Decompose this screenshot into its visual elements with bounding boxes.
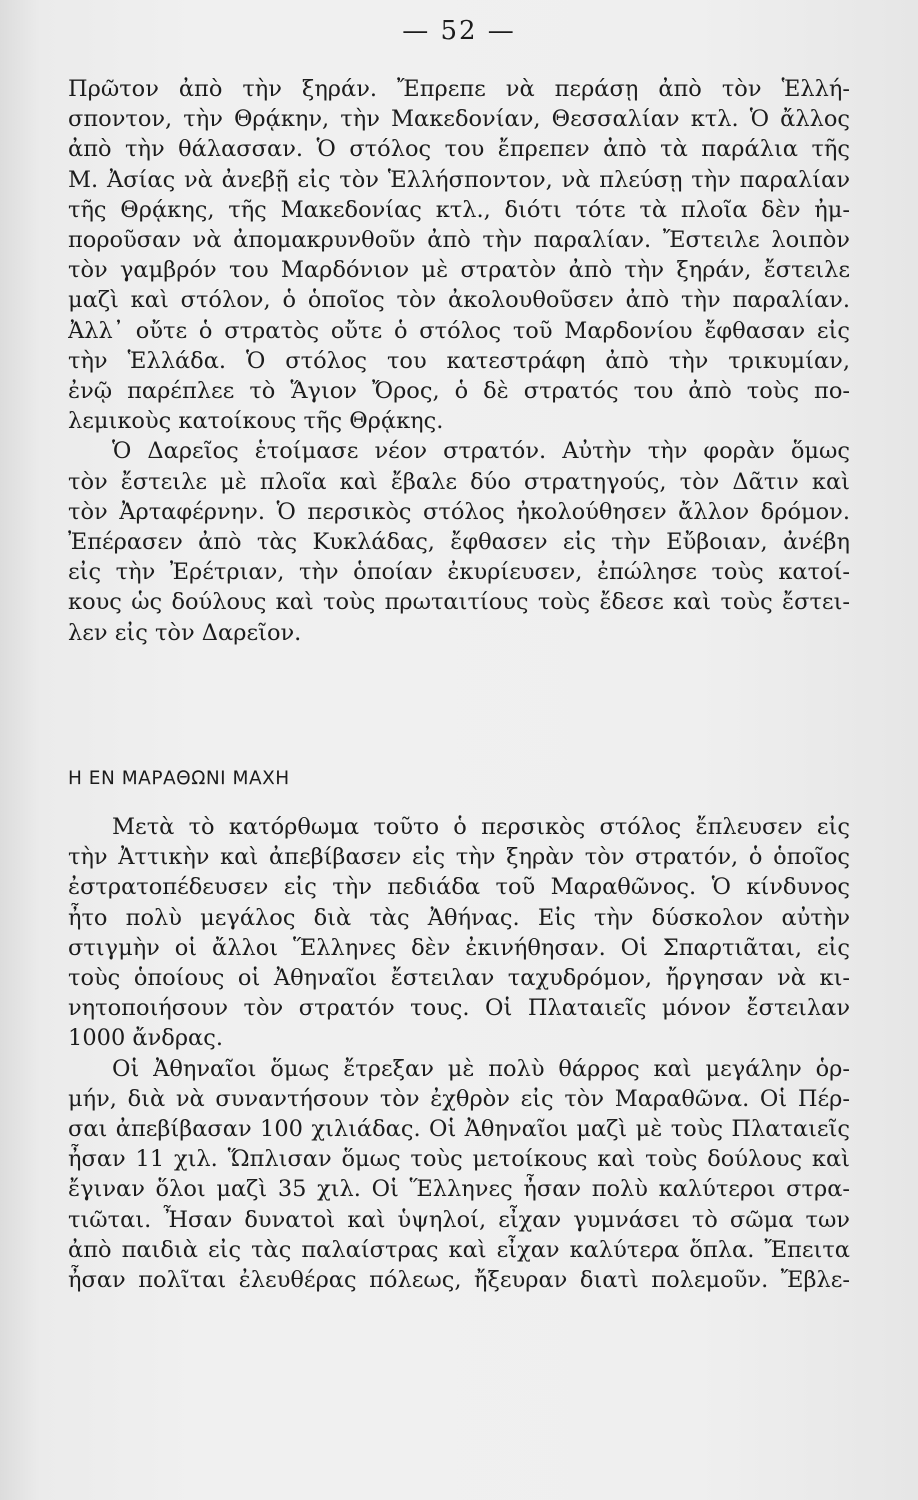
- text-line: ἀπὸ τὴν θάλασσαν. Ὁ στόλος του ἔπρεπεν ἀπὸ τὰ παράλια τῆς: [68, 136, 850, 163]
- text-line: μαζὶ καὶ στόλον, ὁ ὁποῖος τὸν ἀκολουθοῦσεν ἀπὸ τὴν παραλίαν.: [68, 287, 850, 314]
- text-line: σαι ἀπεβίβασαν 100 χιλιάδας. Οἱ Ἀθηναῖοι μαζὶ μὲ τοὺς Πλαταιεῖς: [68, 1116, 850, 1143]
- text-line: ποροῦσαν νὰ ἀπομακρυνθοῦν ἀπὸ τὴν παραλίαν. Ἔστειλε λοιπὸν: [68, 227, 850, 254]
- text-line: Μετὰ τὸ κατόρθωμα τοῦτο ὁ περσικὸς στόλος ἔπλευσεν εἰς: [112, 814, 850, 840]
- text-line: Οἱ Ἀθηναῖοι ὅμως ἔτρεξαν μὲ πολὺ θάρρος καὶ μεγάλην ὁρ-: [112, 1055, 850, 1082]
- text-line: ἐνῷ παρέπλεε τὸ Ἅγιον Ὄρος, ὁ δὲ στρατός του ἀπὸ τοὺς πο-: [68, 378, 850, 405]
- text-line: τὸν Ἀρταφέρνην. Ὁ περσικὸς στόλος ἠκολούθησεν ἄλλον δρόμον.: [68, 498, 850, 525]
- text-line: τὸν ἔστειλε μὲ πλοῖα καὶ ἔβαλε δύο στρατηγούς, τὸν Δᾶτιν καὶ: [68, 468, 850, 495]
- page-number: — 52 —: [402, 16, 516, 46]
- paragraph: [68, 812, 850, 1054]
- paragraph: [68, 436, 850, 647]
- text-line: τιῶται. Ἦσαν δυνατοὶ καὶ ὑψηλοί, εἶχαν γυμνάσει τὸ σῶμα των: [68, 1206, 850, 1233]
- text-line: ἦτο πολὺ μεγάλος διὰ τὰς Ἀθήνας. Εἰς τὴν δύσκολον αὐτὴν: [68, 904, 850, 931]
- text-line: κους ὡς δούλους καὶ τοὺς πρωταιτίους τοὺς ἔδεσε καὶ τοὺς ἔστει-: [68, 589, 850, 616]
- text-line: μήν, διὰ νὰ συναντήσουν τὸν ἐχθρὸν εἰς τὸν Μαραθῶνα. Οἱ Πέρ-: [68, 1085, 850, 1112]
- text-line: στιγμὴν οἱ ἄλλοι Ἕλληνες δὲν ἐκινήθησαν. Οἱ Σπαρτιᾶται, εἰς: [68, 934, 850, 961]
- text-line: ἦσαν 11 χιλ. Ὥπλισαν ὅμως τοὺς μετοίκους καὶ τοὺς δούλους καὶ: [68, 1146, 850, 1173]
- text-line: τοὺς ὁποίους οἱ Ἀθηναῖοι ἔστειλαν ταχυδρόμον, ἤργησαν νὰ κι-: [68, 965, 850, 992]
- text-block-before-heading: [68, 74, 850, 648]
- text-line: Ἐπέρασεν ἀπὸ τὰς Κυκλάδας, ἔφθασεν εἰς τὴν Εὔβοιαν, ἀνέβη: [68, 529, 850, 556]
- text-line: 1000 ἄνδρας.: [68, 1025, 224, 1052]
- text-line: τὸν γαμβρόν του Μαρδόνιον μὲ στρατὸν ἀπὸ τὴν ξηράν, ἔστειλε: [68, 257, 850, 284]
- text-line: λεν εἰς τὸν Δαρεῖον.: [68, 619, 302, 646]
- text-line: Ἀλλ᾽ οὔτε ὁ στρατὸς οὔτε ὁ στόλος τοῦ Μαρδονίου ἔφθασαν εἰς: [68, 317, 850, 344]
- text-line: λεμικοὺς κατοίκους τῆς Θρᾴκης.: [68, 408, 444, 435]
- text-line: Ὁ Δαρεῖος ἑτοίμασε νέον στρατόν. Αὐτὴν τὴν φορὰν ὅμως: [112, 438, 850, 465]
- text-line: τὴν Ἀττικὴν καὶ ἀπεβίβασεν εἰς τὴν ξηρὰν τὸν στρατόν, ὁ ὁποῖος: [68, 844, 850, 871]
- paragraph: [68, 74, 850, 436]
- text-line: τὴν Ἑλλάδα. Ὁ στόλος του κατεστράφη ἀπὸ τὴν τρικυμίαν,: [68, 347, 850, 374]
- text-line: νητοποιήσουν τὸν στρατόν τους. Οἱ Πλαταιεῖς μόνον ἔστειλαν: [68, 995, 850, 1022]
- text-line: ἀπὸ παιδιὰ εἰς τὰς παλαίστρας καὶ εἶχαν καλύτερα ὅπλα. Ἔπειτα: [68, 1236, 850, 1263]
- text-line: Πρῶτον ἀπὸ τὴν ξηράν. Ἔπρεπε νὰ περάσῃ ἀπὸ τὸν Ἑλλή-: [68, 76, 850, 102]
- text-line: σποντον, τὴν Θρᾴκην, τὴν Μακεδονίαν, Θεσσαλίαν κτλ. Ὁ ἄλλος: [68, 106, 850, 133]
- text-line: ἐστρατοπέδευσεν εἰς τὴν πεδιάδα τοῦ Μαραθῶνος. Ὁ κίνδυνος: [68, 874, 850, 901]
- section-heading: Η ΕΝ ΜΑΡΑΘΩΝΙ ΜΑΧΗ: [68, 768, 290, 789]
- paragraph: [68, 1054, 850, 1296]
- text-line: εἰς τὴν Ἐρέτριαν, τὴν ὁποίαν ἐκυρίευσεν, ἐπώλησε τοὺς κατοί-: [68, 559, 850, 586]
- text-block-after-heading: [68, 812, 850, 1295]
- text-line: Μ. Ἀσίας νὰ ἀνεβῇ εἰς τὸν Ἑλλήσποντον, νὰ πλεύσῃ τὴν παραλίαν: [68, 166, 850, 193]
- text-line: τῆς Θρᾴκης, τῆς Μακεδονίας κτλ., διότι τότε τὰ πλοῖα δὲν ἠμ-: [68, 196, 850, 223]
- text-line: ἔγιναν ὅλοι μαζὶ 35 χιλ. Οἱ Ἕλληνες ἦσαν πολὺ καλύτεροι στρα-: [68, 1176, 850, 1203]
- text-line: ἦσαν πολῖται ἐλευθέρας πόλεως, ἤξευραν διατὶ πολεμοῦν. Ἔβλε-: [68, 1267, 850, 1294]
